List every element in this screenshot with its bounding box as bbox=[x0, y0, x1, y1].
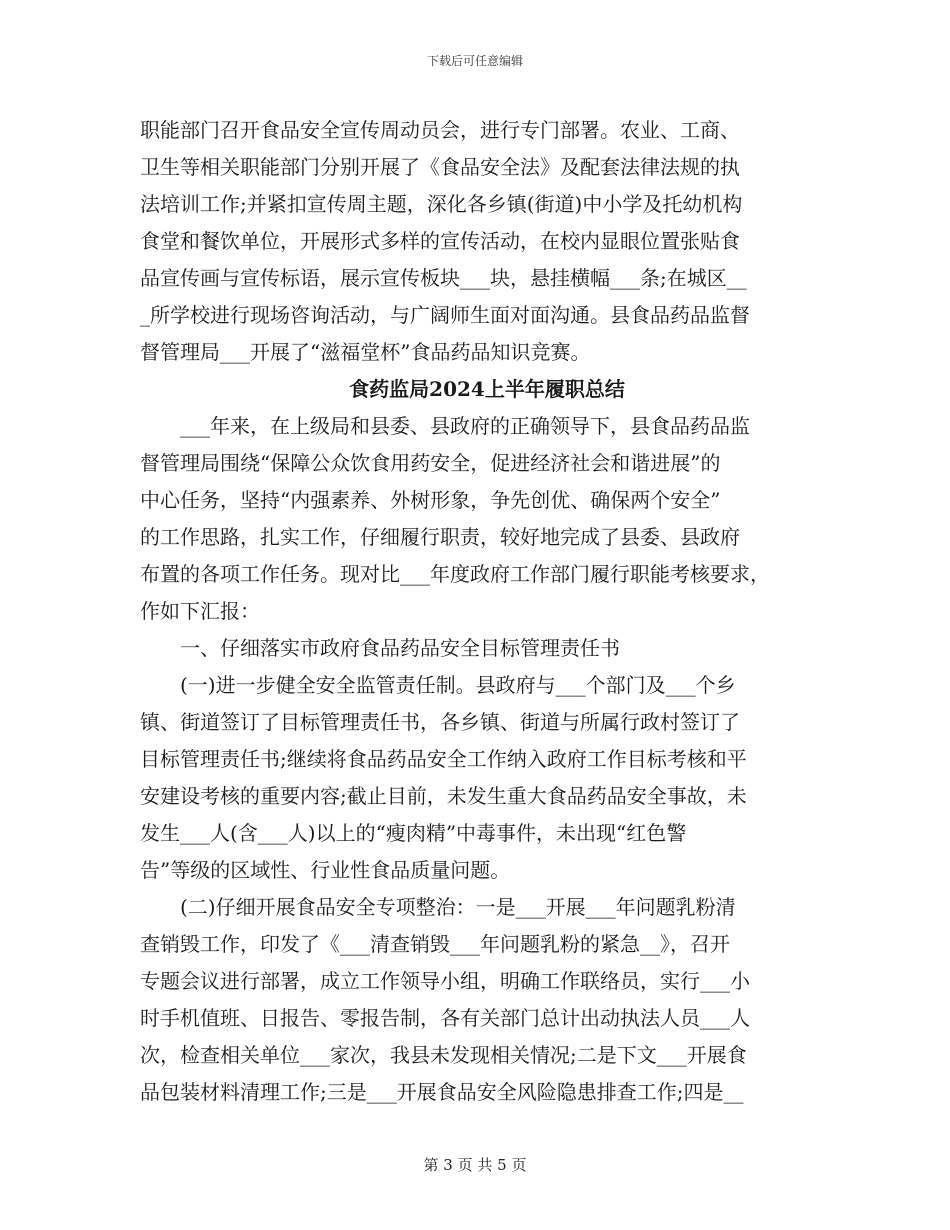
body-line: (一)进一步健全安全监管责任制。县政府与___个部门及___个乡 bbox=[140, 673, 736, 697]
document-body bbox=[140, 112, 820, 1111]
body-line: 品宣传画与宣传标语，展示宣传板块___块，悬挂横幅___条;在城区__ bbox=[140, 266, 747, 290]
body-line: 一、仔细落实市政府食品药品安全目标管理责任书 bbox=[140, 636, 620, 660]
body-line: 时手机值班、日报告、零报告制，各有关部门总计出动执法人员___人 bbox=[140, 1006, 750, 1030]
body-line: 食堂和餐饮单位，开展形式多样的宣传活动，在校内显眼位置张贴食 bbox=[140, 229, 740, 253]
body-line: _所学校进行现场咨询活动，与广阔师生面对面沟通。县食品药品监督 bbox=[140, 303, 750, 327]
body-line: 专题会议进行部署，成立工作领导小组，明确工作联络员，实行___小 bbox=[140, 969, 750, 993]
body-line: 发生___人(含___人)以上的“瘦肉精”中毒事件，未出现“红色警 bbox=[140, 821, 687, 845]
body-line: 作如下汇报： bbox=[140, 599, 260, 623]
body-line: 安建设考核的重要内容;截止目前，未发生重大食品药品安全事故，未 bbox=[140, 784, 747, 808]
section-heading: 食药监局2024上半年履职总结 bbox=[349, 377, 625, 401]
body-line: 卫生等相关职能部门分别开展了《食品安全法》及配套法律法规的执 bbox=[140, 155, 740, 179]
body-line: 布置的各项工作任务。现对比___年度政府工作部门履行职能考核要求， bbox=[140, 562, 770, 586]
body-line: 镇、街道签订了目标管理责任书，各乡镇、街道与所属行政村签订了 bbox=[140, 710, 740, 734]
body-line: 的工作思路，扎实工作，仔细履行职责，较好地完成了县委、县政府 bbox=[140, 525, 740, 549]
page-number: 第 3 页 共 5 页 bbox=[423, 1156, 527, 1174]
body-line: 法培训工作;并紧扣宣传周主题，深化各乡镇(街道)中小学及托幼机构 bbox=[140, 192, 743, 216]
body-line: 告”等级的区域性、行业性食品质量问题。 bbox=[140, 858, 511, 882]
body-line: 职能部门召开食品安全宣传周动员会，进行专门部署。农业、工商、 bbox=[140, 118, 740, 142]
body-line: (二)仔细开展食品安全专项整治：一是___开展___年问题乳粉清 bbox=[140, 895, 736, 919]
page-header: 下载后可任意编辑 bbox=[426, 54, 523, 68]
body-line: 查销毁工作，印发了《___清查销毁___年问题乳粉的紧急__》，召开 bbox=[140, 932, 730, 956]
body-line: 品包装材料清理工作;三是___开展食品安全风险隐患排查工作;四是__ bbox=[140, 1080, 744, 1104]
body-line: 督管理局围绕“保障公众饮食用药安全，促进经济社会和谐进展”的 bbox=[140, 451, 721, 475]
body-line: 目标管理责任书;继续将食品药品安全工作纳入政府工作目标考核和平 bbox=[140, 747, 747, 771]
body-line: 督管理局___开展了“滋福堂杯”食品药品知识竞赛。 bbox=[140, 340, 591, 364]
body-line: 次，检查相关单位___家次，我县未发现相关情况;二是下文___开展食 bbox=[140, 1043, 747, 1067]
body-line: ___年来，在上级局和县委、县政府的正确领导下，县食品药品监 bbox=[140, 414, 750, 438]
body-line: 中心任务，坚持“内强素养、外树形象，争先创优、确保两个安全” bbox=[140, 488, 721, 512]
